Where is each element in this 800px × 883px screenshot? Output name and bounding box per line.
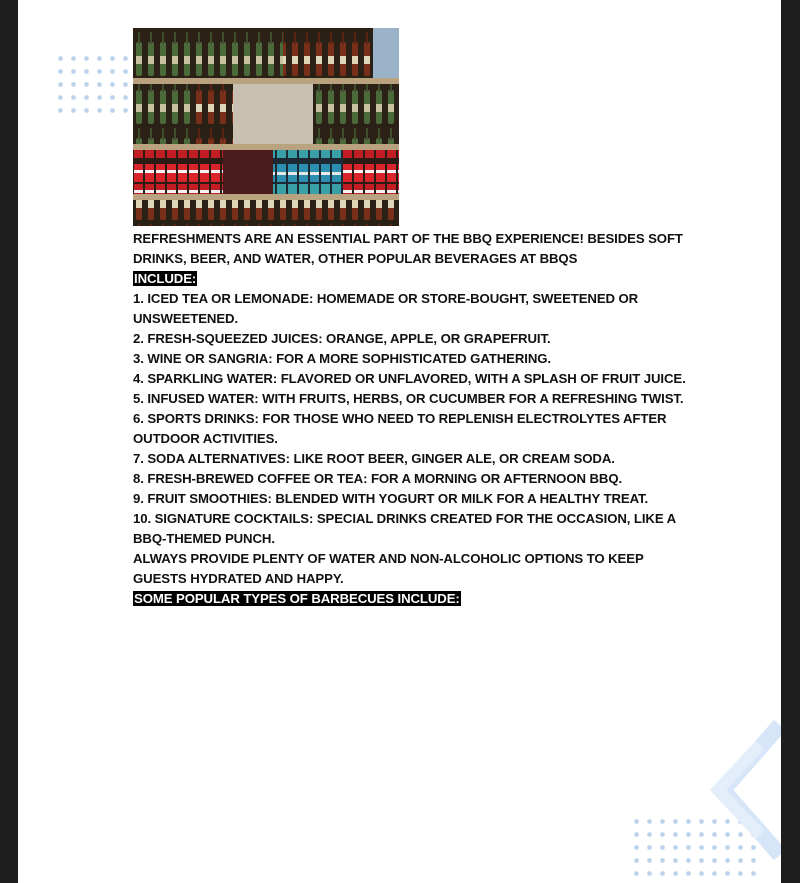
decorative-dots-top-left [54, 52, 132, 117]
double-chevron-left-icon [688, 720, 781, 860]
list-item: 5. INFUSED WATER: WITH FRUITS, HERBS, OR CUCUMBER FOR A REFRESHING TWIST. [133, 391, 684, 406]
document-body [133, 229, 693, 609]
list-item: 10. SIGNATURE COCKTAILS: SPECIAL DRINKS CREATED FOR THE OCCASION, LIKE A BBQ-THEMED PUNCH. [133, 511, 676, 546]
beverage-shelf-photo [133, 28, 399, 226]
list-item: 7. SODA ALTERNATIVES: LIKE ROOT BEER, GINGER ALE, OR CREAM SODA. [133, 451, 615, 466]
list-item: 4. SPARKLING WATER: FLAVORED OR UNFLAVORED, WITH A SPLASH OF FRUIT JUICE. [133, 371, 686, 386]
document-page [18, 0, 781, 883]
closing-paragraph: ALWAYS PROVIDE PLENTY OF WATER AND NON-ALCOHOLIC OPTIONS TO KEEP GUESTS HYDRATED AND HAPPY. [133, 551, 644, 586]
list-item: 3. WINE OR SANGRIA: FOR A MORE SOPHISTICATED GATHERING. [133, 351, 551, 366]
list-item: 6. SPORTS DRINKS: FOR THOSE WHO NEED TO REPLENISH ELECTROLYTES AFTER OUTDOOR ACTIVITIES. [133, 411, 667, 446]
list-item: 9. FRUIT SMOOTHIES: BLENDED WITH YOGURT OR MILK FOR A HEALTHY TREAT. [133, 491, 649, 506]
next-section-heading: SOME POPULAR TYPES OF BARBECUES INCLUDE: [134, 591, 460, 606]
list-item: 8. FRESH-BREWED COFFEE OR TEA: FOR A MORNING OR AFTERNOON BBQ. [133, 471, 623, 486]
list-item: 2. FRESH-SQUEEZED JUICES: ORANGE, APPLE, OR GRAPEFRUIT. [133, 331, 551, 346]
intro-paragraph: REFRESHMENTS ARE AN ESSENTIAL PART OF THE BBQ EXPERIENCE! BESIDES SOFT DRINKS, BEER, AND WATER, OTHER POPULAR BEVERAGES AT BBQS [133, 231, 683, 266]
include-heading: INCLUDE: [134, 271, 197, 286]
list-item: 1. ICED TEA OR LEMONADE: HOMEMADE OR STORE-BOUGHT, SWEETENED OR UNSWEETENED. [133, 291, 639, 326]
